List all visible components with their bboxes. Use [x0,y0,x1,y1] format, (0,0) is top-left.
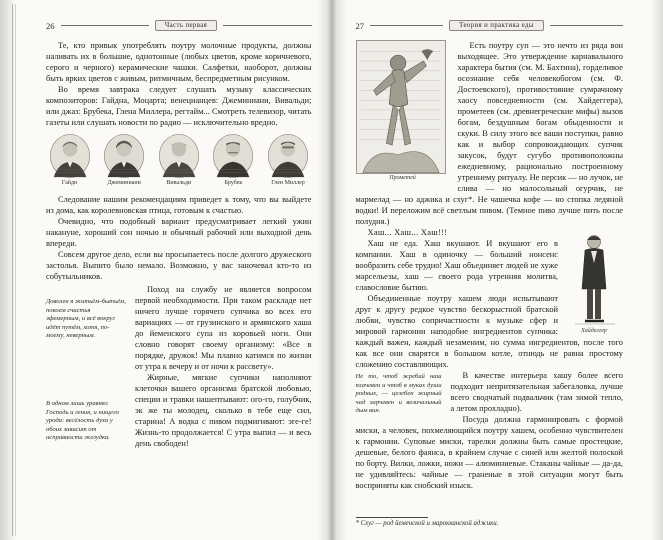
left-page-number: 26 [46,20,55,31]
right-page-body [356,40,624,491]
footnote-text: * Схуг — род йеменской и марокканской аджики. [355,519,499,527]
paragraph: В качестве интерьера хашу более всего подходит непритязательная забегаловка, лучше всего сводчатый подвальчик (там зимой тепло, а летом прохладно). [450,371,623,413]
margin-verse-note: В одном лишь уравнял Господь и гения, и нищего урода: весёлость духа у обоих зависит от исправности желудка. [46,400,119,442]
header-rule [223,25,311,26]
portrait-figure [155,133,202,187]
heidegger-illustration [567,229,621,327]
paragraph: Жирные, мягкие супчики наполняют клеточки вашего организма братской любовью, специи и травки нашептывают: ого-го, голубчик, эк же ты молодец, сколько в тебе еще сил, старина! А водка с пивом подмигивают: эге-ге! Жизнь-то продолжается! С утра выпил — и весь день свободен! [135,373,312,448]
right-page-number: 27 [355,20,364,31]
margin-verse-note: Доволен я житьём-бытьём, покоем счастья эфемерным, и всё вокруг идёт путём, хотя, по-моему, неверным. [46,298,126,340]
prometheus-caption: Прометей [389,175,416,181]
paragraph: Очевидно, что подобный вариант предусматривает легкий ужин накануне, хороший сон ночью и обычный рабочий или выходной день впереди. [46,217,312,248]
paragraph: Хаш не еда. Хаш вкушают. И вкушают его в компании. Хаш в одиночку — больший нонсенс вообразить себе трудно! Хаш объединяет людей не хуже марсельезы, хаш — своего рода утренняя молитва, славословие бытию. [355,239,558,292]
composer-portrait-engraving [266,133,310,179]
prometheus-illustration [356,40,446,174]
composer-portrait-engraving [157,133,201,179]
paragraph: Во время завтрака следует слушать музыку классических композиторов: Гайдна, Моцарта; венецианцев: Джеминиани, Вивальди; или джаз: Брубека, Глена Миллера, регтайм... Смотреть телевизор, читать газеты или слушать новости по радио — исключительно вредно. [46,85,312,127]
left-running-title: Часть первая [155,20,217,31]
portrait-figure [101,133,148,187]
left-page-body [46,40,312,449]
right-page [332,0,663,540]
margin-verse-note: Не то, чтоб жребий наш плачевен и чтоб в муках души родных, — целебен жирный чад харчевен и величальный дым вин. [355,373,442,415]
paragraph: Следование нашим рекомендациям приведет к тому, что вы выйдете из дома, как королевновская птица, готовым к счастью. [46,195,312,215]
composer-portrait-engraving [102,133,146,179]
margin-notes-column [46,284,126,449]
left-notes-section [46,284,312,449]
prometheus-figure [356,40,450,182]
header-rule [550,25,623,26]
footnote-rule [356,517,428,518]
composer-portrait-engraving [48,133,92,179]
right-running-title: Теория и практика еды [449,20,544,31]
paragraph: Есть поутру суп — это нечто из ряда вон выходящее. Это утверждение карнавального характера бытия (см. М. Бахтина), горделивое осознание себя человекобогом (см. Ф. Достоевского), противостояние сумрачному хаосу повседневности (см. Хайдеггера), прометеев (см. древнегреческие мифы) вызов богам, бездушным богам обыденности и скуки. В силу этого все ваши поступки, равно как и выбор сопровождающих супчик закусок, будут сугубо противоположны ежедневному, рационально построенному утреннему ритуалу. Не персик — но лучок, не слива — но малосольный огурчик, не мармелад — но аджика и схуг*. Не чашечка кофе — но стопка ледяной водки! И переложим всё светлым пивом. (Темное пиво лучше пить после полудня.) [355,41,623,226]
portrait-figure [46,133,93,187]
composer-portraits-row [46,133,312,187]
portrait-caption: Глен Миллер [271,180,305,186]
paragraph: Объединенные поутру хашем люди испытывают друг к другу редкое чувство бескорыстной братской любви, чувство сопричастности к музыке сфер и мировой гармонии наподобие ингредиентов супчика: каждый важен, каждый незаменим, но сумма ингредиентов, после того как все они сварятся в большом котле, отнюдь не равна простому сложению составляющих. [355,294,623,369]
heidegger-figure [565,229,623,335]
left-narrow-text-column [135,284,312,449]
footnote-block [356,517,624,529]
header-rule [370,25,443,26]
portrait-caption: Вивальди [166,180,192,186]
paragraph: Хаш... Хаш... Хаш!!! [367,228,448,237]
portrait-caption: Джеминиани [107,180,141,186]
paragraph: Те, кто привык употреблять поутру молочные продукты, должны наливать их в большие, однотонные (любых цветов, кроме коричневого, серого и черного) керамические чашки. Салфетки, наоборот, должны быть ярких цветов с живым, ритмичным, беспредметным рисунком. [46,41,312,83]
portrait-figure [210,133,257,187]
composer-portrait-engraving [211,133,255,179]
heidegger-caption: Хайдеггер [581,328,607,334]
left-page-header [46,20,312,31]
header-rule [61,25,149,26]
portrait-figure [265,133,312,187]
portrait-caption: Брубек [224,180,243,186]
right-page-header [356,20,624,31]
paragraph: Поход на службу не является вопросом первой необходимости. При таком раскладе нет ничего лучше горячего супчика во всех его вариациях — от грузинского и армянского хаша до йеменского супа из коровьей ноги. Они словно говорят своему организму: «Все в порядке, дружок! Мы плавно катимся по жизни от утра к вечеру и от ночи к рассвету». [135,285,312,371]
portrait-caption: Гайдн [61,180,78,186]
paragraph: Посуда должна гармонировать с формой миски, а человек, похмеляющийся поутру хашем, особенно чувствителен к гармонии. Суповые миски, тарелки должны быть самые простецкие, дешевые, белого фаянса, в крайнем случае с синей или желтой полоской по борту. Вилки, ложки, ножи — алюминиевые. Стаканы чайные — да-да, не удивляйтесь: чайные — граненые в этой ситуации могут быть восприняты как снобский изыск. [355,415,623,490]
paragraph: Совсем другое дело, если вы просыпаетесь после долгого дружеского застолья. Выпито было немало. Возможно, у вас заночевал кто-то из собутыльников. [46,250,312,281]
